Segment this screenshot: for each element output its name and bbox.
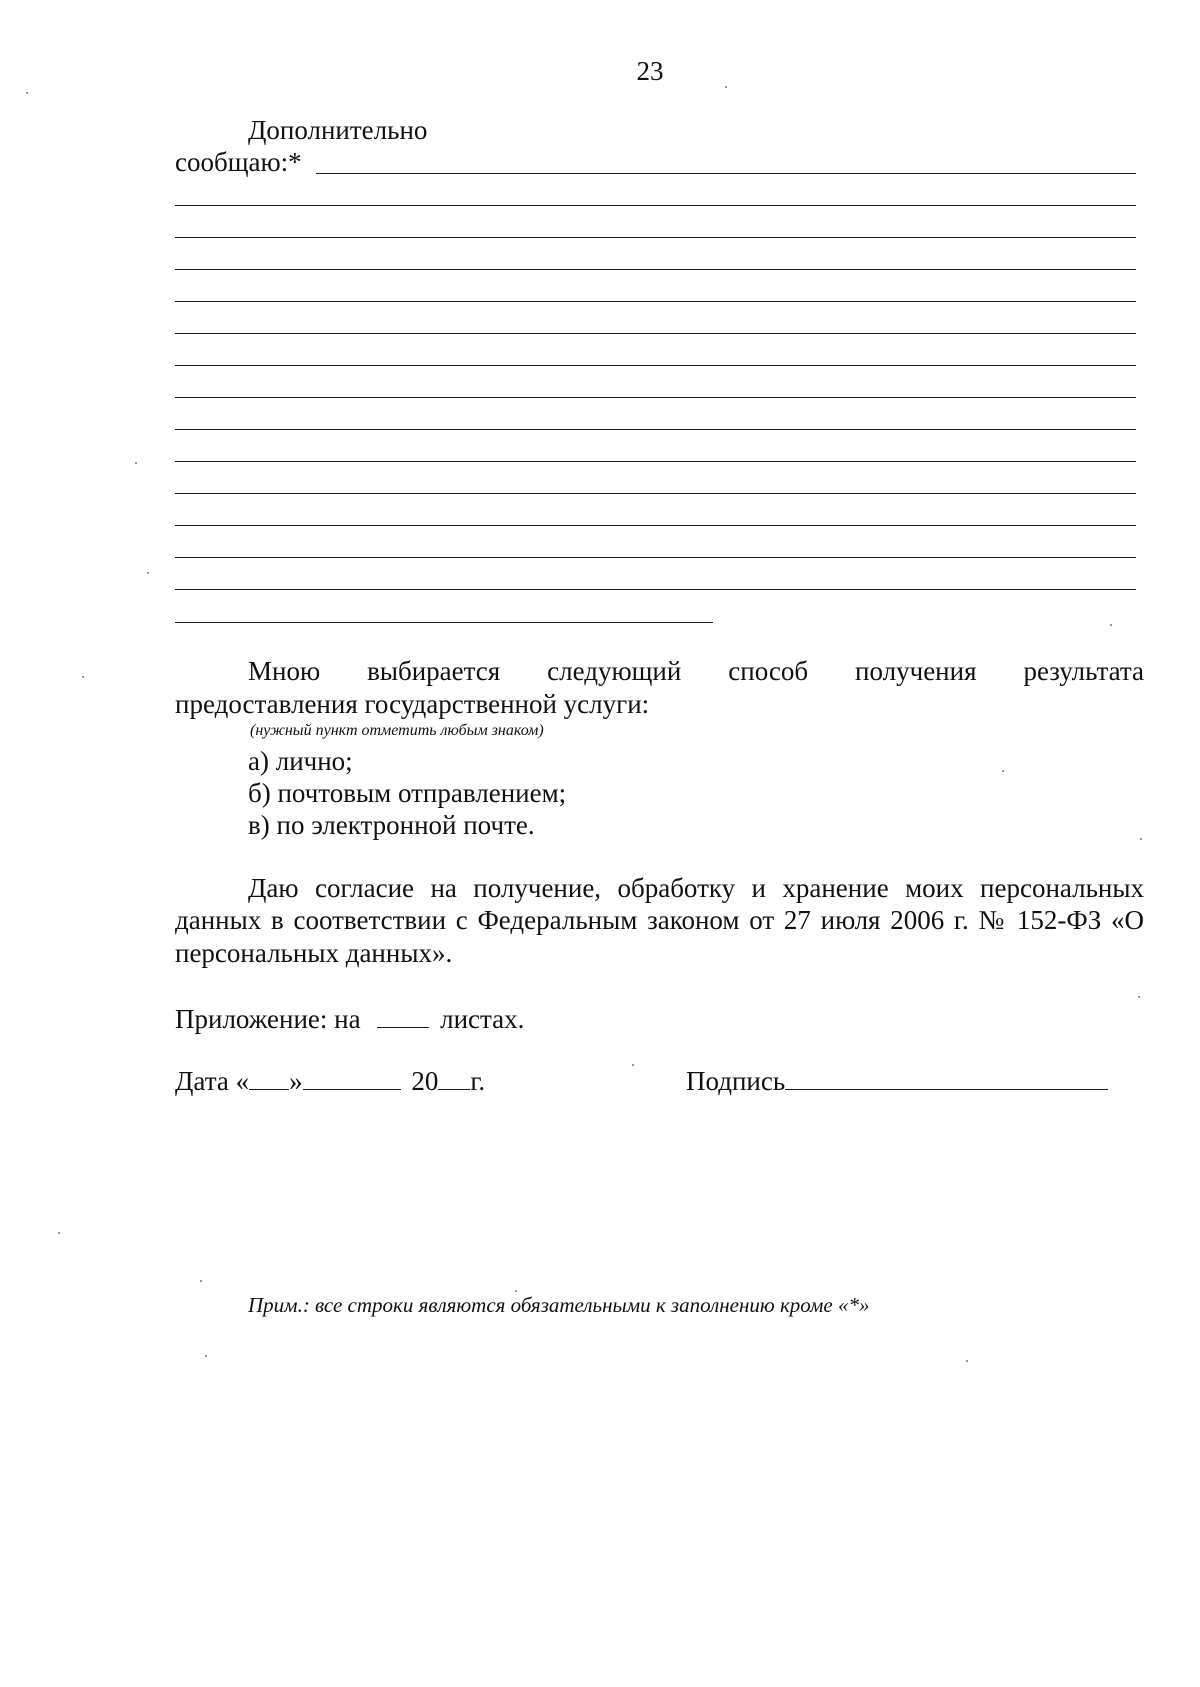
consent-line3: персональных данных».	[175, 938, 453, 968]
additional-field-line-10[interactable]	[175, 461, 1136, 462]
additional-field-line-4[interactable]	[175, 269, 1136, 270]
footnote: Прим.: все строки являются обязательными к заполнению кроме «*»	[248, 1293, 870, 1317]
scan-speck	[725, 86, 727, 88]
scan-speck	[82, 676, 84, 678]
attachment-line	[175, 1003, 524, 1035]
scan-speck	[632, 1064, 634, 1066]
date-label: Дата «	[175, 1066, 250, 1096]
method-word: получения	[855, 656, 977, 686]
method-word: следующий	[547, 656, 682, 686]
additional-field-line-11[interactable]	[175, 493, 1136, 494]
method-hint: (нужный пункт отметить любым знаком)	[250, 722, 544, 739]
method-word: выбирается	[367, 656, 501, 686]
date-year-field[interactable]	[438, 1065, 470, 1090]
date-day-field[interactable]	[249, 1065, 289, 1090]
additional-field-line-13[interactable]	[175, 557, 1136, 558]
additional-field-line-9[interactable]	[175, 429, 1136, 430]
scan-speck	[1140, 838, 1142, 840]
additional-field-line-2[interactable]	[175, 205, 1136, 206]
additional-label-line1: Дополнительно	[248, 115, 428, 145]
scan-speck	[205, 1355, 207, 1357]
scan-speck	[515, 1290, 517, 1292]
attachment-before: Приложение: на	[175, 1004, 361, 1034]
signature-label: Подпись	[686, 1066, 786, 1096]
additional-label-line2: сообщаю:*	[175, 147, 302, 177]
attachment-count-field[interactable]	[377, 1003, 429, 1028]
consent-line2: данных в соответствии с Федеральным законом от 27 июля 2006 г. № 152-ФЗ «О	[175, 905, 1144, 935]
scan-speck	[1110, 624, 1112, 626]
date-month-field[interactable]	[303, 1065, 401, 1090]
method-word: результата	[1023, 656, 1144, 686]
additional-field-line-3[interactable]	[175, 237, 1136, 238]
additional-field-line-12[interactable]	[175, 525, 1136, 526]
additional-field-line-14[interactable]	[175, 589, 1136, 590]
scan-speck	[135, 462, 137, 464]
additional-field-line-1[interactable]	[316, 173, 1136, 174]
additional-field-line-6[interactable]	[175, 333, 1136, 334]
option-postal[interactable]: б) почтовым отправлением;	[248, 778, 567, 808]
scan-speck	[26, 92, 28, 94]
consent-line1: Даю согласие на получение, обработку и хранение моих персональных	[248, 873, 1144, 903]
page-number: 23	[636, 56, 664, 86]
additional-field-line-15[interactable]	[175, 622, 713, 623]
additional-field-line-5[interactable]	[175, 301, 1136, 302]
scan-speck	[966, 1360, 968, 1362]
date-line	[175, 1065, 485, 1097]
date-quote-close: »	[289, 1066, 303, 1096]
scan-speck	[147, 572, 149, 574]
signature-field[interactable]	[785, 1065, 1108, 1090]
method-line1	[175, 656, 1144, 687]
scan-speck	[58, 1232, 60, 1234]
additional-field-line-8[interactable]	[175, 397, 1136, 398]
date-year-suffix: г.	[470, 1066, 486, 1096]
scan-speck	[200, 1280, 202, 1282]
method-word: Мною	[248, 656, 321, 686]
method-line2: предоставления государственной услуги:	[175, 689, 650, 719]
signature-line	[686, 1065, 1108, 1097]
option-email[interactable]: в) по электронной почте.	[248, 810, 535, 840]
option-personally[interactable]: а) лично;	[248, 746, 353, 776]
date-year-prefix: 20	[411, 1066, 439, 1096]
scan-speck	[1138, 996, 1140, 998]
method-word: способ	[728, 656, 809, 686]
attachment-after: листах.	[440, 1004, 525, 1034]
scan-speck	[1002, 770, 1004, 772]
additional-field-line-7[interactable]	[175, 365, 1136, 366]
